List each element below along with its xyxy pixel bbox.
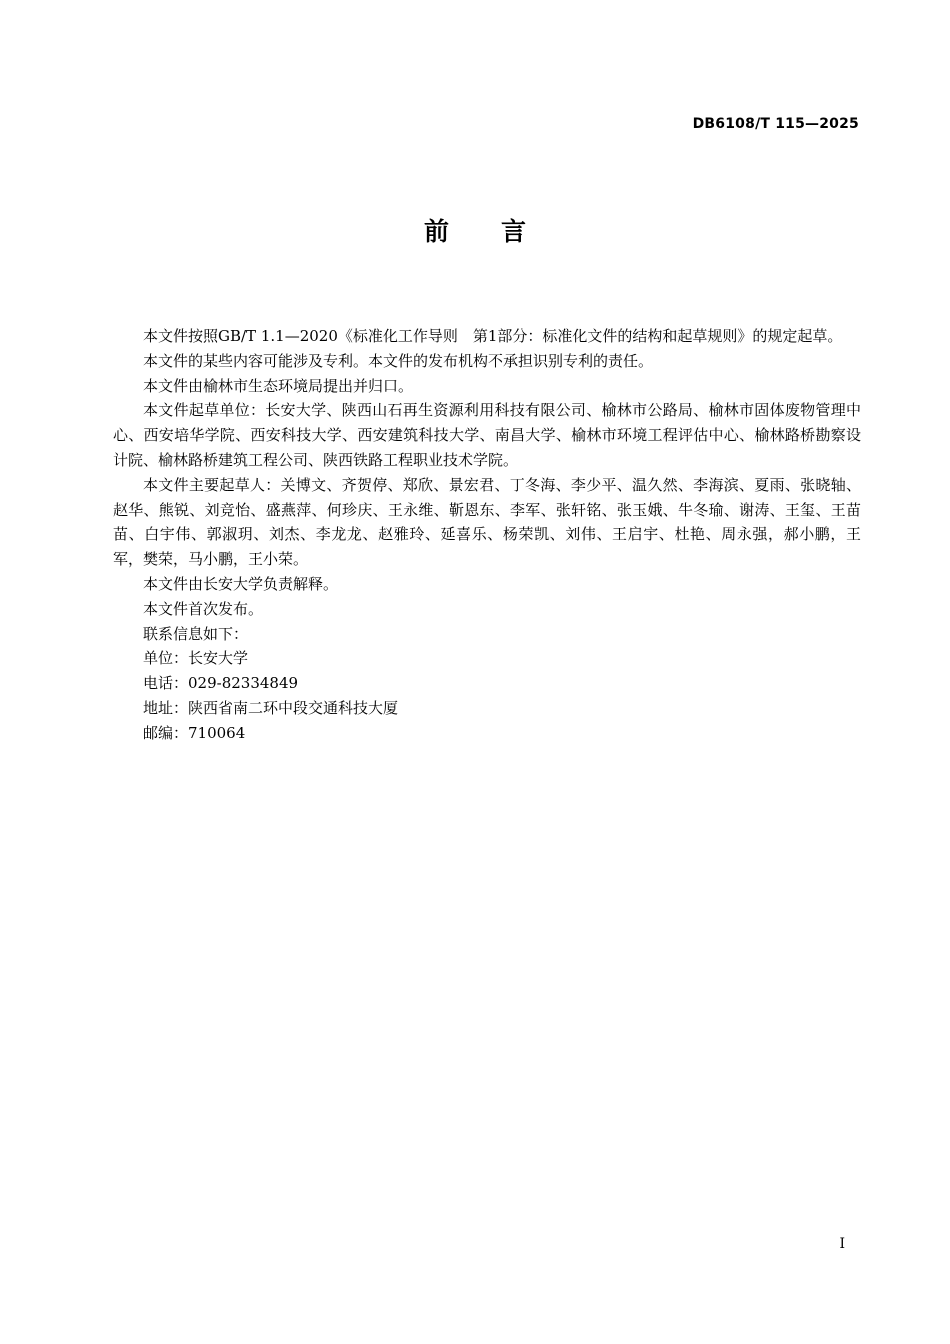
paragraph-drafting-units: 本文件起草单位：长安大学、陕西山石再生资源利用科技有限公司、榆林市公路局、榆林市固体废物管理中心、西安培华学院、西安科技大学、西安建筑科技大学、南昌大学、榆林市环境工程评估中心、榆林路桥勘察设计院、榆林路桥建筑工程公司、陕西铁路工程职业技术学院。 <box>113 401 861 469</box>
page-number: I <box>839 1236 845 1252</box>
paragraph-contact-unit: 单位：长安大学 <box>143 649 249 668</box>
paragraph-contact-phone: 电话：029-82334849 <box>143 674 299 693</box>
paragraph-proposer: 本文件由榆林市生态环境局提出并归口。 <box>143 376 414 395</box>
paragraph-drafters: 本文件主要起草人：关博文、齐贺停、郑欣、景宏君、丁冬海、李少平、温久然、李海滨、夏雨、张晓轴、赵华、熊锐、刘竞怡、盛燕萍、何珍庆、王永维、靳恩东、李军、张轩铭、张玉娥、牛冬瑜、谢涛、王玺、王苗苗、白宇伟、郭淑玥、刘杰、李龙龙、赵雅玲、延喜乐、杨荣凯、刘伟、王启宇、杜艳、周永强，郝小鹏，王军，樊荣，马小鹏，王小荣。 <box>113 475 861 569</box>
paragraph-contact-heading: 联系信息如下： <box>143 624 249 643</box>
paragraph-drafting-rules: 本文件按照GB/T 1.1—2020《标准化工作导则 第1部分：标准化文件的结构和起草规则》的规定起草。 <box>143 327 843 345</box>
paragraph-first-release: 本文件首次发布。 <box>143 599 264 618</box>
paragraph-patent-notice: 本文件的某些内容可能涉及专利。本文件的发布机构不承担识别专利的责任。 <box>143 351 654 370</box>
paragraph-interpretation: 本文件由长安大学负责解释。 <box>143 574 339 593</box>
foreword-body <box>113 324 861 746</box>
standard-code: DB6108/T 115—2025 <box>692 116 859 132</box>
paragraph-contact-postcode: 邮编：710064 <box>143 723 246 742</box>
page-title: 前言 <box>423 217 578 246</box>
paragraph-contact-address: 地址：陕西省南二环中段交通科技大厦 <box>143 698 399 717</box>
